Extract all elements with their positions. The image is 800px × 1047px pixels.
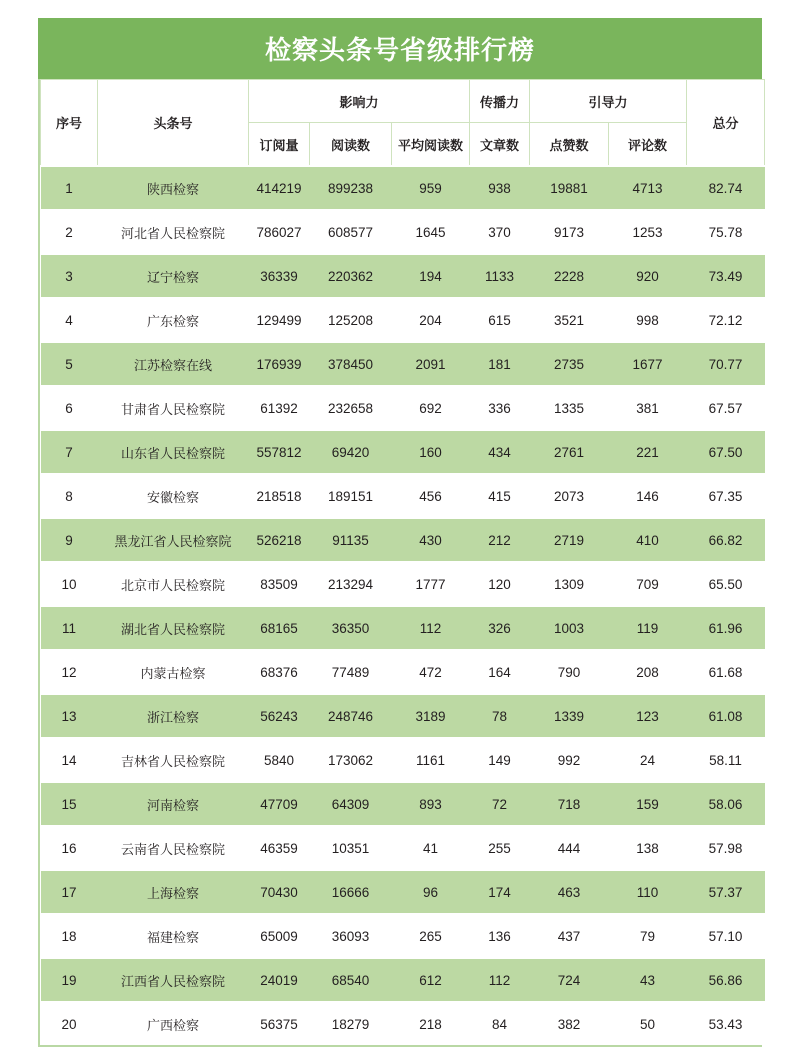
cell-rank: 18 [41,914,98,958]
cell-name: 内蒙古检察 [98,650,249,694]
header-rank: 序号 [41,80,98,167]
cell-articles: 415 [470,474,530,518]
cell-name: 河南检察 [98,782,249,826]
cell-name: 山东省人民检察院 [98,430,249,474]
cell-avg-reads: 160 [392,430,470,474]
cell-subscriptions: 5840 [249,738,310,782]
cell-name: 辽宁检察 [98,254,249,298]
cell-total: 57.37 [687,870,765,914]
table-row [41,210,765,254]
cell-rank: 19 [41,958,98,1002]
cell-reads: 173062 [310,738,392,782]
cell-name: 广东检察 [98,298,249,342]
cell-subscriptions: 47709 [249,782,310,826]
cell-avg-reads: 1161 [392,738,470,782]
cell-articles: 78 [470,694,530,738]
cell-comments: 381 [609,386,687,430]
cell-avg-reads: 96 [392,870,470,914]
cell-comments: 79 [609,914,687,958]
cell-total: 65.50 [687,562,765,606]
cell-likes: 2735 [530,342,609,386]
cell-comments: 138 [609,826,687,870]
ranking-table [40,79,765,1045]
cell-subscriptions: 56243 [249,694,310,738]
cell-comments: 110 [609,870,687,914]
header-group-spread: 传播力 [470,80,530,123]
header-total: 总分 [687,80,765,167]
header-articles: 文章数 [470,123,530,167]
cell-total: 53.43 [687,1002,765,1045]
cell-likes: 2228 [530,254,609,298]
cell-total: 67.50 [687,430,765,474]
table-row [41,914,765,958]
cell-name: 陕西检察 [98,166,249,210]
cell-avg-reads: 612 [392,958,470,1002]
cell-reads: 36350 [310,606,392,650]
cell-comments: 4713 [609,166,687,210]
cell-name: 福建检察 [98,914,249,958]
cell-articles: 112 [470,958,530,1002]
cell-rank: 13 [41,694,98,738]
table-row [41,870,765,914]
cell-rank: 17 [41,870,98,914]
cell-total: 75.78 [687,210,765,254]
cell-total: 70.77 [687,342,765,386]
header-reads: 阅读数 [310,123,392,167]
cell-articles: 212 [470,518,530,562]
header-avg-reads: 平均阅读数 [392,123,470,167]
cell-articles: 336 [470,386,530,430]
cell-total: 56.86 [687,958,765,1002]
cell-subscriptions: 557812 [249,430,310,474]
header-comments: 评论数 [609,123,687,167]
cell-reads: 64309 [310,782,392,826]
cell-likes: 444 [530,826,609,870]
table-body [41,166,765,1045]
header-group-guidance: 引导力 [530,80,687,123]
cell-name: 湖北省人民检察院 [98,606,249,650]
cell-avg-reads: 692 [392,386,470,430]
cell-comments: 24 [609,738,687,782]
cell-total: 57.98 [687,826,765,870]
cell-comments: 43 [609,958,687,1002]
cell-articles: 84 [470,1002,530,1045]
cell-avg-reads: 265 [392,914,470,958]
cell-reads: 232658 [310,386,392,430]
cell-rank: 10 [41,562,98,606]
header-likes: 点赞数 [530,123,609,167]
table-row [41,826,765,870]
cell-likes: 992 [530,738,609,782]
cell-articles: 181 [470,342,530,386]
cell-likes: 437 [530,914,609,958]
cell-comments: 221 [609,430,687,474]
cell-rank: 16 [41,826,98,870]
cell-avg-reads: 1645 [392,210,470,254]
cell-likes: 2719 [530,518,609,562]
cell-articles: 72 [470,782,530,826]
cell-articles: 149 [470,738,530,782]
cell-articles: 136 [470,914,530,958]
cell-subscriptions: 61392 [249,386,310,430]
table-row [41,562,765,606]
cell-name: 河北省人民检察院 [98,210,249,254]
cell-subscriptions: 218518 [249,474,310,518]
cell-reads: 36093 [310,914,392,958]
cell-rank: 8 [41,474,98,518]
cell-rank: 15 [41,782,98,826]
cell-likes: 724 [530,958,609,1002]
table-header [41,80,765,167]
cell-total: 58.06 [687,782,765,826]
cell-likes: 1309 [530,562,609,606]
cell-subscriptions: 68376 [249,650,310,694]
cell-subscriptions: 24019 [249,958,310,1002]
table-row [41,298,765,342]
cell-avg-reads: 204 [392,298,470,342]
table-row [41,254,765,298]
cell-comments: 1253 [609,210,687,254]
cell-total: 58.11 [687,738,765,782]
cell-subscriptions: 46359 [249,826,310,870]
cell-likes: 463 [530,870,609,914]
cell-subscriptions: 786027 [249,210,310,254]
cell-rank: 2 [41,210,98,254]
header-group-influence: 影响力 [249,80,470,123]
cell-articles: 326 [470,606,530,650]
table-row [41,782,765,826]
cell-reads: 10351 [310,826,392,870]
cell-total: 72.12 [687,298,765,342]
cell-avg-reads: 2091 [392,342,470,386]
cell-subscriptions: 68165 [249,606,310,650]
cell-reads: 899238 [310,166,392,210]
table-row [41,694,765,738]
cell-comments: 146 [609,474,687,518]
cell-name: 江苏检察在线 [98,342,249,386]
cell-rank: 1 [41,166,98,210]
cell-subscriptions: 129499 [249,298,310,342]
cell-likes: 1339 [530,694,609,738]
cell-name: 北京市人民检察院 [98,562,249,606]
cell-rank: 12 [41,650,98,694]
cell-reads: 18279 [310,1002,392,1045]
table-row [41,386,765,430]
cell-likes: 1335 [530,386,609,430]
cell-comments: 50 [609,1002,687,1045]
cell-name: 甘肃省人民检察院 [98,386,249,430]
cell-likes: 3521 [530,298,609,342]
cell-avg-reads: 959 [392,166,470,210]
cell-total: 61.08 [687,694,765,738]
cell-total: 73.49 [687,254,765,298]
cell-likes: 1003 [530,606,609,650]
cell-comments: 709 [609,562,687,606]
cell-rank: 20 [41,1002,98,1045]
cell-likes: 790 [530,650,609,694]
cell-likes: 9173 [530,210,609,254]
cell-rank: 7 [41,430,98,474]
cell-subscriptions: 65009 [249,914,310,958]
table-row [41,518,765,562]
cell-reads: 378450 [310,342,392,386]
cell-articles: 120 [470,562,530,606]
cell-likes: 19881 [530,166,609,210]
cell-subscriptions: 56375 [249,1002,310,1045]
cell-rank: 11 [41,606,98,650]
cell-total: 61.96 [687,606,765,650]
cell-articles: 164 [470,650,530,694]
cell-comments: 119 [609,606,687,650]
header-subscriptions: 订阅量 [249,123,310,167]
cell-name: 江西省人民检察院 [98,958,249,1002]
cell-reads: 608577 [310,210,392,254]
cell-name: 安徽检察 [98,474,249,518]
cell-reads: 69420 [310,430,392,474]
cell-reads: 248746 [310,694,392,738]
cell-avg-reads: 893 [392,782,470,826]
cell-articles: 255 [470,826,530,870]
cell-comments: 998 [609,298,687,342]
cell-subscriptions: 36339 [249,254,310,298]
cell-comments: 920 [609,254,687,298]
cell-articles: 174 [470,870,530,914]
cell-avg-reads: 1777 [392,562,470,606]
cell-reads: 91135 [310,518,392,562]
cell-name: 黑龙江省人民检察院 [98,518,249,562]
cell-avg-reads: 41 [392,826,470,870]
cell-comments: 1677 [609,342,687,386]
cell-reads: 189151 [310,474,392,518]
cell-name: 吉林省人民检察院 [98,738,249,782]
cell-likes: 382 [530,1002,609,1045]
cell-reads: 125208 [310,298,392,342]
cell-name: 广西检察 [98,1002,249,1045]
cell-total: 67.57 [687,386,765,430]
cell-reads: 68540 [310,958,392,1002]
cell-avg-reads: 430 [392,518,470,562]
table-row [41,342,765,386]
cell-reads: 213294 [310,562,392,606]
cell-articles: 615 [470,298,530,342]
cell-rank: 9 [41,518,98,562]
cell-total: 67.35 [687,474,765,518]
cell-name: 上海检察 [98,870,249,914]
cell-rank: 6 [41,386,98,430]
cell-articles: 1133 [470,254,530,298]
cell-avg-reads: 456 [392,474,470,518]
cell-avg-reads: 194 [392,254,470,298]
cell-likes: 2761 [530,430,609,474]
cell-avg-reads: 112 [392,606,470,650]
cell-comments: 208 [609,650,687,694]
cell-total: 82.74 [687,166,765,210]
cell-reads: 77489 [310,650,392,694]
cell-comments: 410 [609,518,687,562]
cell-avg-reads: 472 [392,650,470,694]
cell-total: 57.10 [687,914,765,958]
header-name: 头条号 [98,80,249,167]
cell-subscriptions: 414219 [249,166,310,210]
cell-articles: 434 [470,430,530,474]
cell-avg-reads: 218 [392,1002,470,1045]
cell-name: 云南省人民检察院 [98,826,249,870]
page-title: 检察头条号省级排行榜 [264,36,535,66]
cell-rank: 14 [41,738,98,782]
cell-name: 浙江检察 [98,694,249,738]
table-row [41,958,765,1002]
cell-subscriptions: 70430 [249,870,310,914]
cell-subscriptions: 83509 [249,562,310,606]
cell-articles: 370 [470,210,530,254]
cell-rank: 4 [41,298,98,342]
cell-total: 61.68 [687,650,765,694]
cell-total: 66.82 [687,518,765,562]
cell-avg-reads: 3189 [392,694,470,738]
table-row [41,430,765,474]
cell-likes: 2073 [530,474,609,518]
table-row [41,474,765,518]
table-row [41,166,765,210]
cell-comments: 123 [609,694,687,738]
cell-articles: 938 [470,166,530,210]
title-bar [38,18,762,79]
table-row [41,606,765,650]
cell-rank: 5 [41,342,98,386]
cell-reads: 16666 [310,870,392,914]
cell-subscriptions: 526218 [249,518,310,562]
table-row [41,738,765,782]
cell-rank: 3 [41,254,98,298]
cell-subscriptions: 176939 [249,342,310,386]
cell-reads: 220362 [310,254,392,298]
table-row [41,650,765,694]
cell-likes: 718 [530,782,609,826]
ranking-table-container [38,18,762,1047]
cell-comments: 159 [609,782,687,826]
